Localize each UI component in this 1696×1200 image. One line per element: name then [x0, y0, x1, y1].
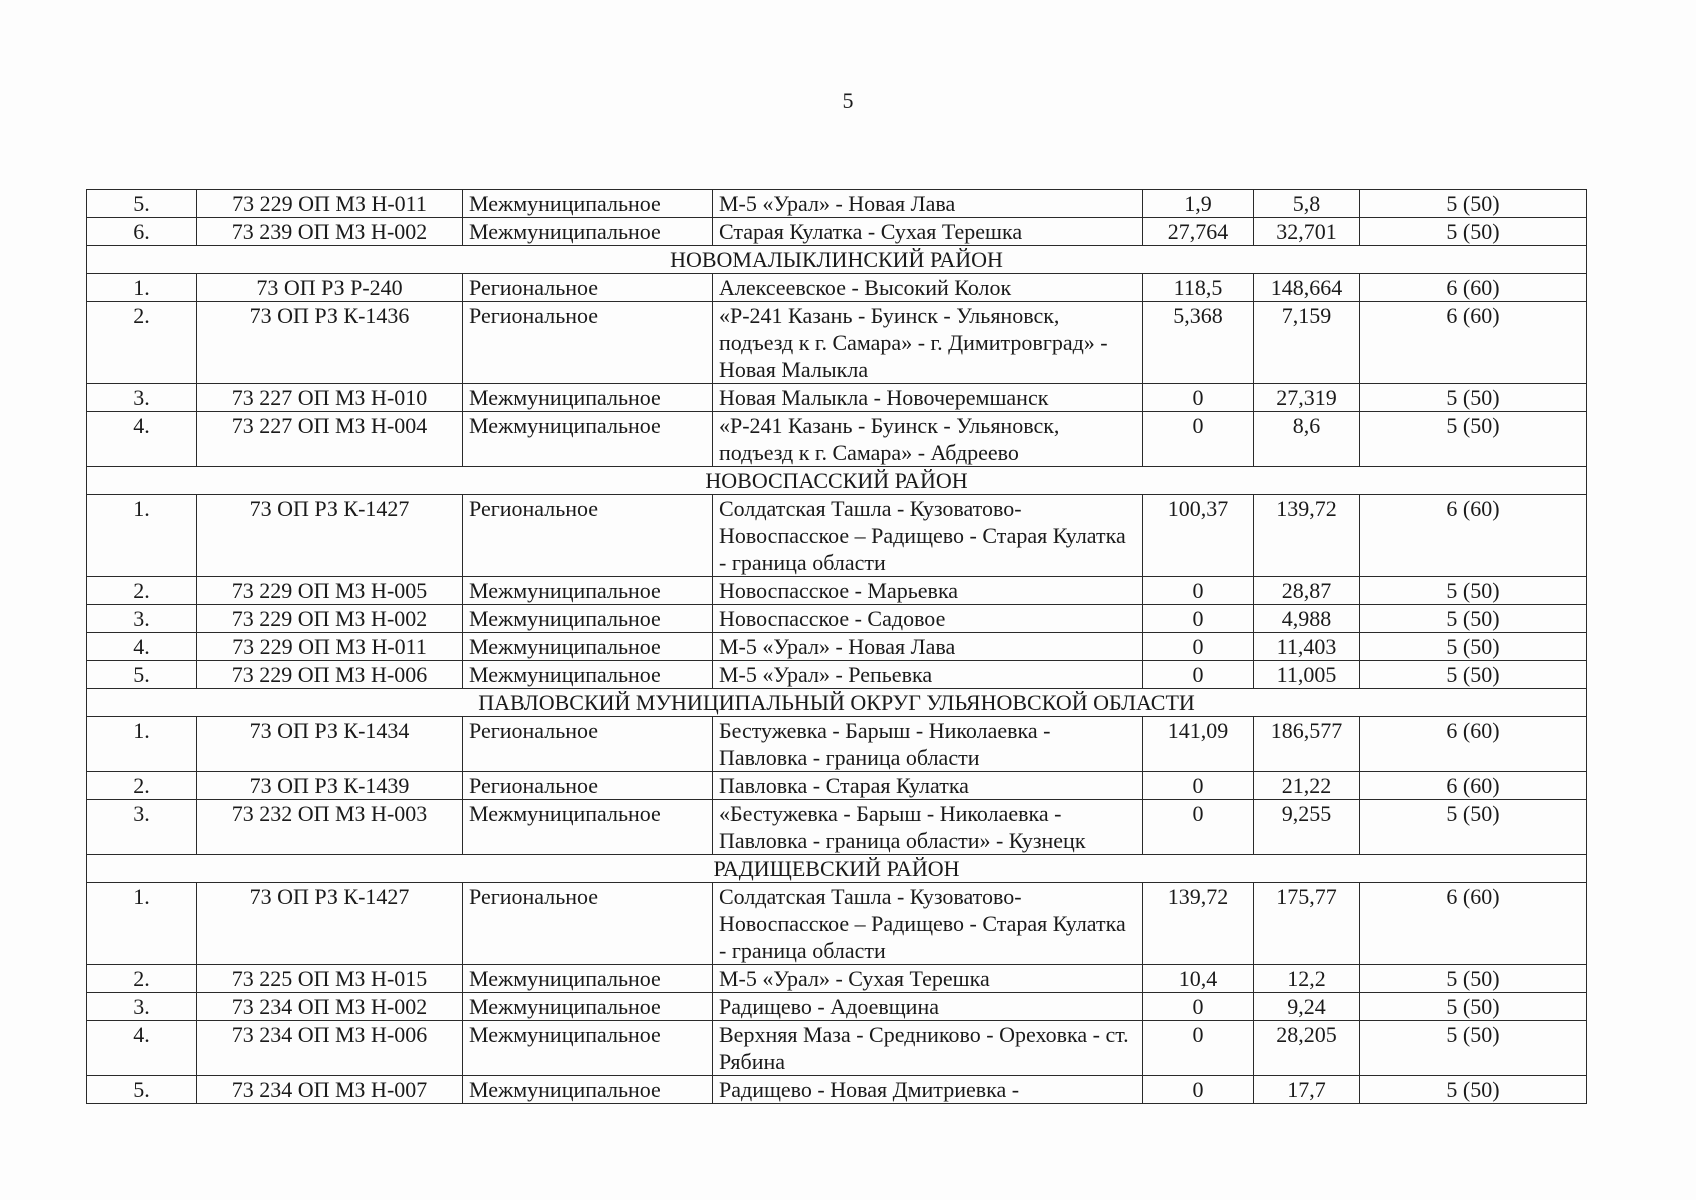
km-start: 0	[1143, 772, 1254, 800]
km-end: 12,2	[1254, 965, 1360, 993]
road-significance: Межмуниципальное	[463, 412, 713, 467]
road-name: Солдатская Ташла - Кузоватово-Новоспасское – Радищево - Старая Кулатка - граница области	[713, 495, 1143, 577]
road-id: 73 ОП РЗ Р-240	[197, 274, 463, 302]
table-row	[87, 302, 1587, 384]
road-category: 5 (50)	[1360, 190, 1587, 218]
row-number: 5.	[87, 1076, 197, 1104]
table-row	[87, 883, 1587, 965]
road-significance: Межмуниципальное	[463, 218, 713, 246]
km-end: 17,7	[1254, 1076, 1360, 1104]
km-end: 139,72	[1254, 495, 1360, 577]
row-number: 3.	[87, 800, 197, 855]
km-start: 0	[1143, 661, 1254, 689]
km-start: 0	[1143, 605, 1254, 633]
road-significance: Региональное	[463, 772, 713, 800]
row-number: 1.	[87, 717, 197, 772]
km-end: 186,577	[1254, 717, 1360, 772]
road-significance: Региональное	[463, 274, 713, 302]
road-category: 6 (60)	[1360, 717, 1587, 772]
road-category: 5 (50)	[1360, 412, 1587, 467]
road-name: «Р-241 Казань - Буинск - Ульяновск, подъезд к г. Самара» - г. Димитровград» - Новая Малыкла	[713, 302, 1143, 384]
row-number: 4.	[87, 633, 197, 661]
row-number: 1.	[87, 495, 197, 577]
table-row	[87, 218, 1587, 246]
table-row	[87, 605, 1587, 633]
road-name: Павловка - Старая Кулатка	[713, 772, 1143, 800]
km-end: 7,159	[1254, 302, 1360, 384]
roads-table-body	[87, 190, 1587, 1104]
row-number: 5.	[87, 661, 197, 689]
road-id: 73 ОП РЗ К-1427	[197, 883, 463, 965]
row-number: 6.	[87, 218, 197, 246]
roads-table	[86, 189, 1587, 1104]
row-number: 4.	[87, 412, 197, 467]
road-significance: Региональное	[463, 717, 713, 772]
road-id: 73 ОП РЗ К-1427	[197, 495, 463, 577]
road-id: 73 234 ОП МЗ Н-007	[197, 1076, 463, 1104]
road-name: Радищево - Адоевщина	[713, 993, 1143, 1021]
row-number: 1.	[87, 274, 197, 302]
km-end: 27,319	[1254, 384, 1360, 412]
road-id: 73 227 ОП МЗ Н-004	[197, 412, 463, 467]
km-end: 148,664	[1254, 274, 1360, 302]
table-row	[87, 1076, 1587, 1104]
road-name: Старая Кулатка - Сухая Терешка	[713, 218, 1143, 246]
km-start: 0	[1143, 412, 1254, 467]
road-category: 5 (50)	[1360, 965, 1587, 993]
road-name: М-5 «Урал» - Репьевка	[713, 661, 1143, 689]
km-end: 21,22	[1254, 772, 1360, 800]
road-category: 5 (50)	[1360, 384, 1587, 412]
road-category: 5 (50)	[1360, 993, 1587, 1021]
road-significance: Межмуниципальное	[463, 1076, 713, 1104]
km-start: 0	[1143, 577, 1254, 605]
road-significance: Межмуниципальное	[463, 190, 713, 218]
km-end: 11,005	[1254, 661, 1360, 689]
district-title: РАДИЩЕВСКИЙ РАЙОН	[87, 855, 1587, 883]
km-start: 0	[1143, 384, 1254, 412]
km-start: 118,5	[1143, 274, 1254, 302]
road-name: Бестужевка - Барыш - Николаевка - Павловка - граница области	[713, 717, 1143, 772]
km-start: 27,764	[1143, 218, 1254, 246]
km-end: 8,6	[1254, 412, 1360, 467]
road-significance: Региональное	[463, 302, 713, 384]
district-header-row	[87, 246, 1587, 274]
row-number: 1.	[87, 883, 197, 965]
km-end: 175,77	[1254, 883, 1360, 965]
road-name: Алексеевское - Высокий Колок	[713, 274, 1143, 302]
road-id: 73 229 ОП МЗ Н-006	[197, 661, 463, 689]
table-row	[87, 717, 1587, 772]
km-end: 4,988	[1254, 605, 1360, 633]
district-title: НОВОСПАССКИЙ РАЙОН	[87, 467, 1587, 495]
road-id: 73 229 ОП МЗ Н-011	[197, 190, 463, 218]
row-number: 3.	[87, 605, 197, 633]
km-end: 28,87	[1254, 577, 1360, 605]
row-number: 3.	[87, 993, 197, 1021]
road-id: 73 ОП РЗ К-1436	[197, 302, 463, 384]
row-number: 5.	[87, 190, 197, 218]
row-number: 2.	[87, 302, 197, 384]
road-category: 6 (60)	[1360, 274, 1587, 302]
road-significance: Межмуниципальное	[463, 993, 713, 1021]
road-significance: Межмуниципальное	[463, 384, 713, 412]
km-end: 9,24	[1254, 993, 1360, 1021]
road-id: 73 234 ОП МЗ Н-002	[197, 993, 463, 1021]
road-category: 6 (60)	[1360, 495, 1587, 577]
table-row	[87, 577, 1587, 605]
table-row	[87, 965, 1587, 993]
km-start: 0	[1143, 993, 1254, 1021]
district-header-row	[87, 855, 1587, 883]
km-start: 0	[1143, 800, 1254, 855]
table-row	[87, 993, 1587, 1021]
road-significance: Межмуниципальное	[463, 577, 713, 605]
road-id: 73 227 ОП МЗ Н-010	[197, 384, 463, 412]
road-significance: Межмуниципальное	[463, 800, 713, 855]
table-row	[87, 384, 1587, 412]
table-row	[87, 274, 1587, 302]
road-category: 5 (50)	[1360, 218, 1587, 246]
km-start: 100,37	[1143, 495, 1254, 577]
road-id: 73 225 ОП МЗ Н-015	[197, 965, 463, 993]
km-end: 5,8	[1254, 190, 1360, 218]
km-end: 9,255	[1254, 800, 1360, 855]
km-start: 139,72	[1143, 883, 1254, 965]
road-category: 5 (50)	[1360, 800, 1587, 855]
table-row	[87, 633, 1587, 661]
km-start: 0	[1143, 1076, 1254, 1104]
road-name: Новоспасское - Садовое	[713, 605, 1143, 633]
table-row	[87, 412, 1587, 467]
km-end: 11,403	[1254, 633, 1360, 661]
district-header-row	[87, 689, 1587, 717]
km-start: 10,4	[1143, 965, 1254, 993]
road-category: 5 (50)	[1360, 605, 1587, 633]
table-row	[87, 661, 1587, 689]
road-id: 73 239 ОП МЗ Н-002	[197, 218, 463, 246]
table-row	[87, 190, 1587, 218]
km-start: 141,09	[1143, 717, 1254, 772]
district-title: ПАВЛОВСКИЙ МУНИЦИПАЛЬНЫЙ ОКРУГ УЛЬЯНОВСКОЙ ОБЛАСТИ	[87, 689, 1587, 717]
km-start: 5,368	[1143, 302, 1254, 384]
km-start: 0	[1143, 1021, 1254, 1076]
road-id: 73 232 ОП МЗ Н-003	[197, 800, 463, 855]
road-significance: Межмуниципальное	[463, 605, 713, 633]
road-category: 5 (50)	[1360, 577, 1587, 605]
km-start: 0	[1143, 633, 1254, 661]
road-significance: Региональное	[463, 883, 713, 965]
km-end: 28,205	[1254, 1021, 1360, 1076]
road-name: Новая Малыкла - Новочеремшанск	[713, 384, 1143, 412]
row-number: 2.	[87, 772, 197, 800]
road-category: 5 (50)	[1360, 661, 1587, 689]
road-name: Верхняя Маза - Средниково - Ореховка - ст. Рябина	[713, 1021, 1143, 1076]
road-category: 5 (50)	[1360, 1021, 1587, 1076]
row-number: 2.	[87, 577, 197, 605]
road-id: 73 ОП РЗ К-1439	[197, 772, 463, 800]
road-name: М-5 «Урал» - Новая Лава	[713, 633, 1143, 661]
road-category: 5 (50)	[1360, 1076, 1587, 1104]
row-number: 2.	[87, 965, 197, 993]
road-category: 6 (60)	[1360, 772, 1587, 800]
road-category: 6 (60)	[1360, 883, 1587, 965]
road-name: М-5 «Урал» - Новая Лава	[713, 190, 1143, 218]
table-row	[87, 1021, 1587, 1076]
road-significance: Межмуниципальное	[463, 633, 713, 661]
km-start: 1,9	[1143, 190, 1254, 218]
road-significance: Региональное	[463, 495, 713, 577]
table-row	[87, 772, 1587, 800]
road-category: 6 (60)	[1360, 302, 1587, 384]
row-number: 3.	[87, 384, 197, 412]
road-name: Радищево - Новая Дмитриевка -	[713, 1076, 1143, 1104]
road-id: 73 229 ОП МЗ Н-005	[197, 577, 463, 605]
road-id: 73 ОП РЗ К-1434	[197, 717, 463, 772]
district-header-row	[87, 467, 1587, 495]
road-id: 73 229 ОП МЗ Н-002	[197, 605, 463, 633]
table-row	[87, 495, 1587, 577]
district-title: НОВОМАЛЫКЛИНСКИЙ РАЙОН	[87, 246, 1587, 274]
road-name: «Р-241 Казань - Буинск - Ульяновск, подъезд к г. Самара» - Абдреево	[713, 412, 1143, 467]
road-significance: Межмуниципальное	[463, 1021, 713, 1076]
road-id: 73 229 ОП МЗ Н-011	[197, 633, 463, 661]
road-name: Новоспасское - Марьевка	[713, 577, 1143, 605]
road-significance: Межмуниципальное	[463, 661, 713, 689]
page-number: 5	[842, 88, 854, 113]
road-name: Солдатская Ташла - Кузоватово-Новоспасское – Радищево - Старая Кулатка - граница области	[713, 883, 1143, 965]
road-name: «Бестужевка - Барыш - Николаевка - Павловка - граница области» - Кузнецк	[713, 800, 1143, 855]
road-significance: Межмуниципальное	[463, 965, 713, 993]
road-id: 73 234 ОП МЗ Н-006	[197, 1021, 463, 1076]
row-number: 4.	[87, 1021, 197, 1076]
km-end: 32,701	[1254, 218, 1360, 246]
table-row	[87, 800, 1587, 855]
road-name: М-5 «Урал» - Сухая Терешка	[713, 965, 1143, 993]
road-category: 5 (50)	[1360, 633, 1587, 661]
